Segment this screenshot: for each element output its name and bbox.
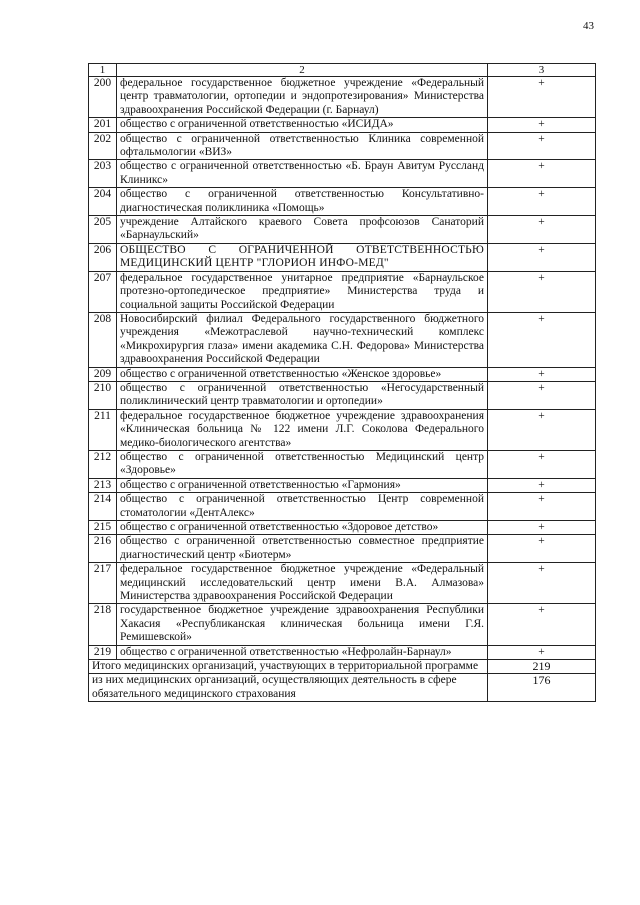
row-number: 204 (89, 188, 117, 216)
participation-mark: + (488, 312, 596, 367)
table-row (89, 312, 596, 367)
organization-name: общество с ограниченной ответственностью Медицинский центр «Здоровье» (117, 450, 488, 478)
organization-name: Новосибирский филиал Федерального государственного бюджетного учреждения «Межотраслевой научно-технический комплекс «Микрохирургия глаза» имени академика С.Н. Федорова» Министерства здравоохранения Российской Федерации (117, 312, 488, 367)
table-row (89, 563, 596, 604)
participation-mark: + (488, 160, 596, 188)
organization-name: общество с ограниченной ответственностью совместное предприятие диагностический центр «Биотерм» (117, 535, 488, 563)
organization-name: общество с ограниченной ответственностью «Б. Браун Авитум Руссланд Клиникс» (117, 160, 488, 188)
organization-name: федеральное государственное унитарное предприятие «Барнаульское протезно-ортопедическое предприятие» Министерства труда и социальной защиты Российской Федерации (117, 271, 488, 312)
table-row (89, 367, 596, 381)
table-row (89, 216, 596, 244)
row-number: 210 (89, 381, 117, 409)
row-number: 214 (89, 493, 117, 521)
participation-mark: + (488, 271, 596, 312)
total-row (89, 674, 596, 702)
table-row (89, 478, 596, 492)
table-row (89, 521, 596, 535)
row-number: 206 (89, 243, 117, 271)
table-row (89, 243, 596, 271)
organization-name: общество с ограниченной ответственностью «Негосударственный поликлинический центр травматологии и ортопедии» (117, 381, 488, 409)
participation-mark: + (488, 478, 596, 492)
organization-name: учреждение Алтайского краевого Совета профсоюзов Санаторий «Барнаульский» (117, 216, 488, 244)
total-value: 176 (488, 674, 596, 702)
table-row (89, 77, 596, 118)
organization-name: федеральное государственное бюджетное учреждение здравоохранения «Клиническая больница № 122 имени Л.Г. Соколова Федерального медико-биологического агентства» (117, 409, 488, 450)
table-row (89, 132, 596, 160)
organization-name: общество с ограниченной ответственностью «ИСИДА» (117, 118, 488, 132)
organization-name: общество с ограниченной ответственностью Центр современной стоматологии «ДентАлекс» (117, 493, 488, 521)
participation-mark: + (488, 188, 596, 216)
table-row (89, 450, 596, 478)
page-number: 43 (583, 20, 594, 32)
organization-name: общество с ограниченной ответственностью «Здоровое детство» (117, 521, 488, 535)
participation-mark: + (488, 216, 596, 244)
participation-mark: + (488, 450, 596, 478)
table-row (89, 271, 596, 312)
column-header: 2 (117, 64, 488, 77)
row-number: 216 (89, 535, 117, 563)
total-row (89, 660, 596, 674)
organization-name: общество с ограниченной ответственностью «Нефролайн-Барнаул» (117, 645, 488, 659)
row-number: 202 (89, 132, 117, 160)
participation-mark: + (488, 563, 596, 604)
organization-name: государственное бюджетное учреждение здравоохранения Республики Хакасия «Республиканская клиническая больница имени Г.Я. Ремишевской» (117, 604, 488, 645)
participation-mark: + (488, 493, 596, 521)
row-number: 217 (89, 563, 117, 604)
row-number: 203 (89, 160, 117, 188)
organization-name: федеральное государственное бюджетное учреждение «Федеральный медицинский исследовательский центр имени В.А. Алмазова» Министерства здравоохранения Российской Федерации (117, 563, 488, 604)
row-number: 215 (89, 521, 117, 535)
participation-mark: + (488, 604, 596, 645)
row-number: 213 (89, 478, 117, 492)
organization-name: федеральное государственное бюджетное учреждение «Федеральный центр травматологии, ортопедии и эндопротезирования» Министерства здравоохранения Российской Федерации (г. Барнаул) (117, 77, 488, 118)
row-number: 212 (89, 450, 117, 478)
table-row (89, 118, 596, 132)
participation-mark: + (488, 132, 596, 160)
column-header: 3 (488, 64, 596, 77)
participation-mark: + (488, 118, 596, 132)
row-number: 207 (89, 271, 117, 312)
total-label: из них медицинских организаций, осуществляющих деятельность в сфере обязательного медицинского страхования (89, 674, 488, 702)
participation-mark: + (488, 367, 596, 381)
organization-name: общество с ограниченной ответственностью «Женское здоровье» (117, 367, 488, 381)
total-value: 219 (488, 660, 596, 674)
table-row (89, 493, 596, 521)
table-row (89, 604, 596, 645)
table-row (89, 188, 596, 216)
table-row (89, 160, 596, 188)
table-row (89, 645, 596, 659)
table-row (89, 409, 596, 450)
row-number: 219 (89, 645, 117, 659)
organization-name: общество с ограниченной ответственностью Консультативно-диагностическая поликлиника «Помощь» (117, 188, 488, 216)
organization-name: ОБЩЕСТВО С ОГРАНИЧЕННОЙ ОТВЕТСТВЕННОСТЬЮ МЕДИЦИНСКИЙ ЦЕНТР "ГЛОРИОН ИНФО-МЕД" (117, 243, 488, 271)
row-number: 208 (89, 312, 117, 367)
participation-mark: + (488, 77, 596, 118)
organization-name: общество с ограниченной ответственностью Клиника современной офтальмологии «ВИЗ» (117, 132, 488, 160)
participation-mark: + (488, 409, 596, 450)
column-header: 1 (89, 64, 117, 77)
row-number: 211 (89, 409, 117, 450)
participation-mark: + (488, 535, 596, 563)
organizations-table (88, 63, 596, 702)
row-number: 209 (89, 367, 117, 381)
row-number: 218 (89, 604, 117, 645)
row-number: 205 (89, 216, 117, 244)
table-row (89, 535, 596, 563)
participation-mark: + (488, 381, 596, 409)
participation-mark: + (488, 521, 596, 535)
participation-mark: + (488, 645, 596, 659)
participation-mark: + (488, 243, 596, 271)
row-number: 200 (89, 77, 117, 118)
table-header-row (89, 64, 596, 77)
total-label: Итого медицинских организаций, участвующих в территориальной программе (89, 660, 488, 674)
organization-name: общество с ограниченной ответственностью «Гармония» (117, 478, 488, 492)
row-number: 201 (89, 118, 117, 132)
table-row (89, 381, 596, 409)
